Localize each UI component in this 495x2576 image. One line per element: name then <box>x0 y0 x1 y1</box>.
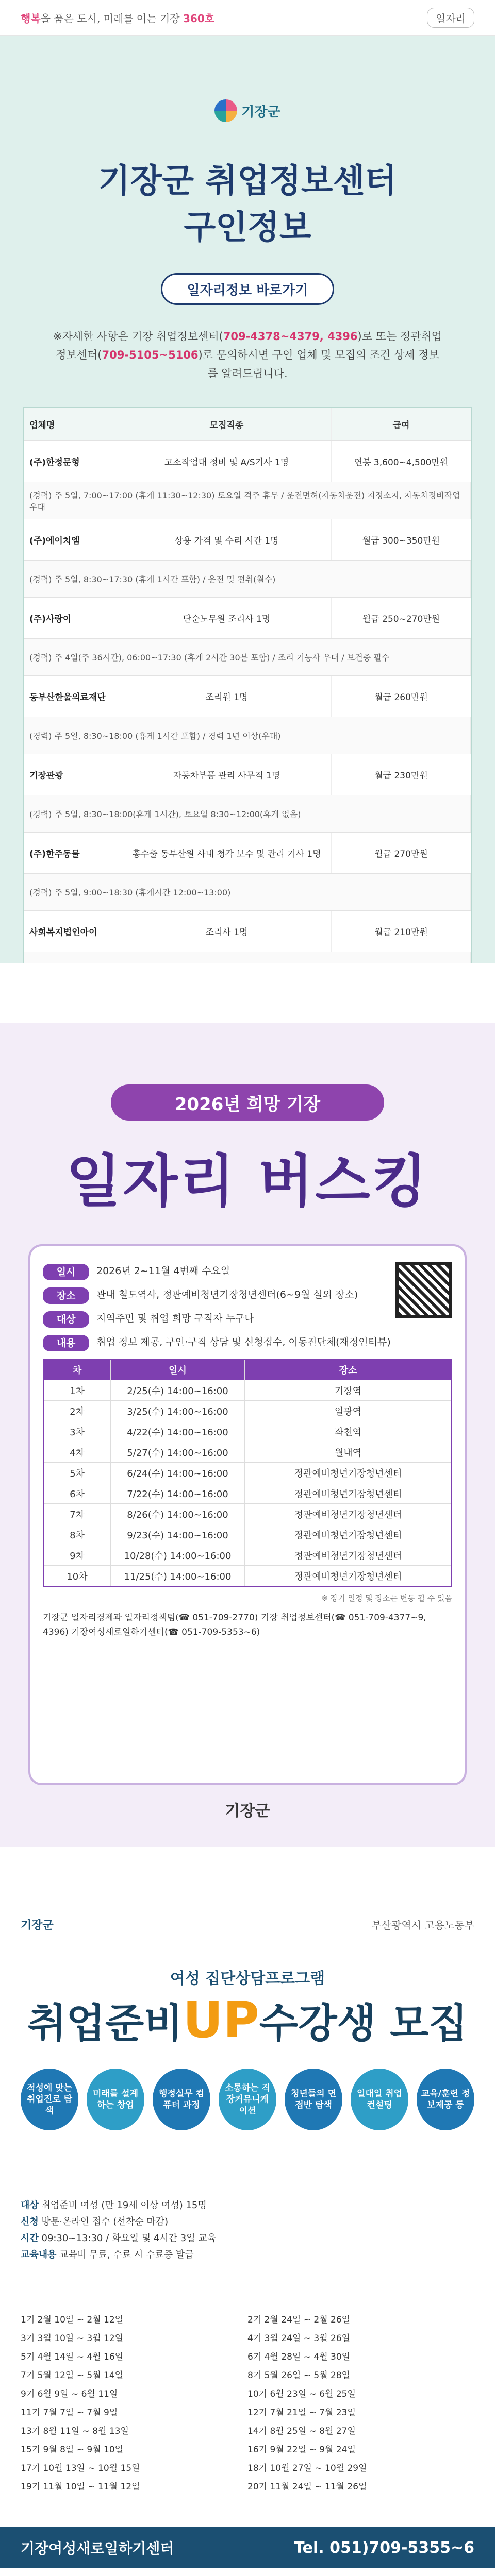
prep-session: 5기 4월 14일 ~ 4월 16일 <box>21 2352 124 2362</box>
job-detail: (경력) 주 5일, 8:30~17:30 (휴게 1시간 포함) / 운전 및 편취(월수) <box>24 561 471 597</box>
prep-session: 4기 3월 24일 ~ 3월 26일 <box>248 2333 351 2344</box>
job-info-section <box>0 36 495 963</box>
prep-footer: 기장여성새로일하기센터 Tel. 051)709-5355~6 <box>0 2527 495 2568</box>
busking-schedule-table <box>43 1359 452 1587</box>
busking-info-label: 장소 <box>43 1287 89 1304</box>
prep-schedule-row <box>21 2366 474 2385</box>
job-info-link-button[interactable]: 일자리정보 바로가기 <box>161 273 334 305</box>
job-center-note: ※자세한 사항은 기장 취업정보센터(709-4378~4379, 4396)로 또는 정관취업정보센터(709-5105~5106)로 문의하시면 구인 업체 및 모집의 조건 상세 정보를 알려드립니다. <box>53 330 442 380</box>
job-detail: (경력) 주 5일, 8:30~18:00(휴게 1시간), 토요일 8:30~12:00(휴게 없음) <box>24 795 471 832</box>
prep-info-key: 시간 <box>21 2233 39 2244</box>
busking-info-value: 지역주민 및 취업 희망 구직자 누구나 <box>96 1313 254 1324</box>
busking-schedule-row <box>44 1463 451 1483</box>
prep-title: 취업준비UP수강생 모집 <box>27 1991 468 2049</box>
prep-info-value: 취업준비 여성 (만 19세 이상 여성) 15명 <box>41 2200 207 2211</box>
busking-round: 2차 <box>44 1401 111 1421</box>
prep-schedule-row <box>21 2311 474 2329</box>
busking-datetime: 11/25(수) 14:00~16:00 <box>111 1566 245 1586</box>
busking-datetime: 8/26(수) 14:00~16:00 <box>111 1504 245 1524</box>
job-detail-row <box>24 874 471 911</box>
busking-contact: 기장군 일자리경제과 일자리정책팀(☎ 051-709-2770) 기장 취업정보센터(☎ 051-709-4377~9, 4396) 기장여성새로일하기센터(☎ 051-709-5353~6) <box>43 1613 426 1637</box>
prep-info-key: 신청 <box>21 2216 39 2227</box>
busking-panel <box>28 1244 467 1785</box>
busking-info-row <box>43 1335 452 1351</box>
prep-schedule-row <box>21 2478 474 2496</box>
prep-info-row <box>21 2230 474 2247</box>
program-circle: 적성에 맞는 취업진로 탐색 <box>21 2069 78 2130</box>
busking-round: 1차 <box>44 1380 111 1400</box>
busking-datetime: 10/28(수) 14:00~16:00 <box>111 1545 245 1565</box>
busking-round: 3차 <box>44 1421 111 1442</box>
busking-place: 정관예비청년기장청년센터 <box>294 1550 402 1562</box>
busking-round: 5차 <box>44 1463 111 1483</box>
busking-info-label: 일시 <box>43 1264 89 1280</box>
busking-info-label: 대상 <box>43 1311 89 1328</box>
job-row <box>24 833 471 874</box>
busking-info-row <box>43 1311 452 1328</box>
busking-schedule-row <box>44 1401 451 1421</box>
prep-session: 18기 10월 27일 ~ 10월 29일 <box>248 2463 367 2473</box>
busking-datetime: 3/25(수) 14:00~16:00 <box>111 1401 245 1421</box>
job-detail <box>24 952 471 963</box>
prep-info-key: 교육내용 <box>21 2249 57 2260</box>
busking-place: 정관예비청년기장청년센터 <box>294 1468 402 1479</box>
job-salary: 월급 260만원 <box>374 692 428 703</box>
busking-ribbon: 2026년 희망 기장 <box>111 1084 384 1121</box>
prep-schedule <box>21 2311 474 2496</box>
busking-info-label: 내용 <box>43 1335 89 1351</box>
prep-class-section <box>0 1888 495 2576</box>
prep-session: 1기 2월 10일 ~ 2월 12일 <box>21 2315 124 2325</box>
job-detail-row <box>24 717 471 754</box>
busking-place: 기장역 <box>334 1385 362 1397</box>
prep-info-row <box>21 2247 474 2263</box>
busking-place: 정관예비청년기장청년센터 <box>294 1571 402 1582</box>
job-salary: 연봉 3,600~4,500만원 <box>354 457 449 468</box>
busking-datetime: 6/24(수) 14:00~16:00 <box>111 1463 245 1483</box>
prep-session: 8기 5월 26일 ~ 5월 28일 <box>248 2370 351 2381</box>
program-circle: 청년들의 면접반 탐색 <box>285 2069 342 2130</box>
prep-schedule-row <box>21 2385 474 2403</box>
busking-round: 7차 <box>44 1504 111 1524</box>
prep-info-value: 교육비 무료, 수료 시 수료증 발급 <box>59 2249 194 2260</box>
busking-round: 6차 <box>44 1483 111 1503</box>
job-company: 동부산한울의료재단 <box>24 676 122 717</box>
busking-info-value: 취업 정보 제공, 구인·구직 상담 및 신청접수, 이동진단체(재정인터뷰) <box>96 1336 391 1348</box>
program-circle: 미래를 설계하는 창업 <box>87 2069 144 2130</box>
prep-session: 10기 6월 23일 ~ 6월 25일 <box>248 2389 356 2399</box>
prep-session: 13기 8월 11일 ~ 8월 13일 <box>21 2426 129 2436</box>
job-busking-section <box>0 1023 495 1847</box>
prep-session: 19기 11월 10일 ~ 11월 12일 <box>21 2482 140 2492</box>
busking-round: 9차 <box>44 1545 111 1565</box>
gijang-logo-icon <box>214 99 237 122</box>
job-detail: (경력) 주 4일(주 36시간), 06:00~17:30 (휴게 2시간 30분 포함) / 조리 기능사 우대 / 보건증 필수 <box>24 639 471 675</box>
job-position: 고소작업대 정비 및 A/S기사 1명 <box>122 441 332 482</box>
top-bar <box>0 0 495 36</box>
job-offer-title: 구인정보 <box>184 209 311 247</box>
gijang-logo: 기장군 <box>193 93 302 129</box>
prep-info-value: 09:30~13:30 / 화요일 및 4시간 3일 교육 <box>41 2233 217 2244</box>
prep-session: 11기 7월 7일 ~ 7월 9일 <box>21 2408 118 2418</box>
prep-schedule-row <box>21 2348 474 2366</box>
job-row <box>24 598 471 639</box>
prep-session: 3기 3월 10일 ~ 3월 12일 <box>21 2333 124 2344</box>
job-row <box>24 754 471 795</box>
prep-schedule-row <box>21 2441 474 2459</box>
busking-place: 정관예비청년기장청년센터 <box>294 1509 402 1520</box>
prep-info-key: 대상 <box>21 2200 39 2211</box>
job-detail-row <box>24 952 471 963</box>
job-row <box>24 676 471 717</box>
busking-schedule-header: 차 일시 장소 <box>44 1360 451 1380</box>
job-detail-row <box>24 795 471 833</box>
busking-datetime: 5/27(수) 14:00~16:00 <box>111 1442 245 1462</box>
prep-session: 15기 9월 8일 ~ 9월 10일 <box>21 2445 124 2455</box>
busking-info-row <box>43 1264 452 1280</box>
qr-code-icon[interactable] <box>395 1262 452 1318</box>
job-position: 조리사 1명 <box>122 911 332 952</box>
busking-datetime: 2/25(수) 14:00~16:00 <box>111 1380 245 1400</box>
job-salary: 월급 270만원 <box>374 849 428 859</box>
busking-round: 8차 <box>44 1524 111 1545</box>
busking-place: 좌천역 <box>334 1427 362 1438</box>
program-list <box>21 2069 474 2182</box>
job-company: (주)한주동물 <box>24 833 122 873</box>
busking-schedule-row <box>44 1380 451 1401</box>
prep-schedule-row <box>21 2403 474 2422</box>
prep-session: 2기 2월 24일 ~ 2월 26일 <box>248 2315 351 2325</box>
category-button[interactable]: 일자리 <box>427 8 474 28</box>
busking-datetime: 4/22(수) 14:00~16:00 <box>111 1421 245 1442</box>
busking-round: 4차 <box>44 1442 111 1462</box>
busking-schedule-row <box>44 1566 451 1586</box>
busking-place: 정관예비청년기장청년센터 <box>294 1530 402 1541</box>
prep-info-row <box>21 2197 474 2214</box>
job-company: (주)한정문형 <box>24 441 122 482</box>
prep-schedule-row <box>21 2459 474 2478</box>
job-position: 단순노무원 조리사 1명 <box>122 598 332 638</box>
busking-schedule-row <box>44 1442 451 1463</box>
job-table-header: 업체명 모집직종 급여 <box>24 408 471 441</box>
job-company: 사회복지법인아이 <box>24 911 122 952</box>
job-company: (주)사랑이 <box>24 598 122 638</box>
busking-datetime: 7/22(수) 14:00~16:00 <box>111 1483 245 1503</box>
job-position: 상용 가격 및 수리 시간 1명 <box>122 519 332 560</box>
busking-schedule-row <box>44 1524 451 1545</box>
job-row <box>24 911 471 952</box>
prep-session: 14기 8월 25일 ~ 8월 27일 <box>248 2426 356 2436</box>
busking-info-row <box>43 1287 452 1304</box>
job-salary: 월급 250~270만원 <box>362 614 440 624</box>
busking-place: 정관예비청년기장청년센터 <box>294 1488 402 1500</box>
job-salary: 월급 230만원 <box>374 771 428 781</box>
busking-title: 일자리 버스킹 <box>66 1148 429 1214</box>
program-circle: 행정실무 컴퓨터 과정 <box>153 2069 210 2130</box>
job-salary: 월급 300~350만원 <box>362 536 440 546</box>
prep-session: 16기 9월 22일 ~ 9월 24일 <box>248 2445 356 2455</box>
prep-session: 17기 10월 13일 ~ 10월 15일 <box>21 2463 140 2473</box>
prep-session: 20기 11월 24일 ~ 11월 26일 <box>248 2482 367 2492</box>
prep-info-value: 방문·온라인 접수 (선착순 마감) <box>41 2216 169 2227</box>
job-detail-row <box>24 639 471 676</box>
busking-place: 월내역 <box>334 1447 362 1459</box>
prep-subtitle: 여성 집단상담프로그램 <box>170 1970 325 1988</box>
job-row <box>24 441 471 482</box>
busking-schedule-note: ※ 장기 일정 및 장소는 변동 될 수 있음 <box>321 1594 452 1603</box>
job-detail: (경력) 주 5일, 8:30~18:00 (휴게 1시간 포함) / 경력 1년 이상(우대) <box>24 717 471 754</box>
prep-session: 7기 5월 12일 ~ 5월 14일 <box>21 2370 124 2381</box>
busking-info-value: 2026년 2~11월 4번째 수요일 <box>96 1265 230 1277</box>
busking-schedule-row <box>44 1483 451 1504</box>
busking-datetime: 9/23(수) 14:00~16:00 <box>111 1524 245 1545</box>
job-detail-row <box>24 561 471 598</box>
job-salary: 월급 210만원 <box>374 927 428 938</box>
job-company: 기장관광 <box>24 754 122 795</box>
prep-header: 기장군 부산광역시 고용노동부 <box>21 1919 474 1932</box>
job-row <box>24 519 471 561</box>
prep-schedule-row <box>21 2422 474 2441</box>
job-position: 자동차부품 관리 사무직 1명 <box>122 754 332 795</box>
job-table <box>23 407 472 963</box>
job-detail: (경력) 주 5일, 7:00~17:00 (휴게 11:30~12:30) 토요일 격주 휴무 / 운전면허(자동차운전) 지정소지, 자동차정비작업 우대 <box>24 482 471 519</box>
busking-round: 10차 <box>44 1566 111 1586</box>
busking-schedule-row <box>44 1504 451 1524</box>
busking-info-value: 관내 철도역사, 정관예비청년기장청년센터(6~9월 실외 장소) <box>96 1289 358 1300</box>
prep-session: 6기 4월 28일 ~ 4월 30일 <box>248 2352 351 2362</box>
busking-footer-logo: 기장군 <box>225 1802 270 1820</box>
prep-session: 9기 6월 9일 ~ 6월 11일 <box>21 2389 118 2399</box>
program-circle: 교육/훈련 정보제공 등 <box>417 2069 474 2130</box>
prep-schedule-row <box>21 2329 474 2348</box>
busking-schedule-row <box>44 1421 451 1442</box>
job-detail-row <box>24 482 471 519</box>
job-position: 조리원 1명 <box>122 676 332 717</box>
busking-schedule-row <box>44 1545 451 1566</box>
newsletter-tag: 행복을 품은 도시, 미래를 여는 기장 360호 <box>21 12 215 25</box>
job-company: (주)에이치엠 <box>24 519 122 560</box>
prep-info <box>21 2197 474 2263</box>
busking-place: 일광역 <box>334 1406 362 1417</box>
job-center-title: 기장군 취업정보센터 <box>98 162 397 200</box>
job-position: 홍수출 동부산원 사내 청각 보수 및 관리 기사 1명 <box>122 833 332 873</box>
program-circle: 소통하는 직장커뮤니케이션 <box>219 2069 276 2130</box>
prep-info-row <box>21 2214 474 2230</box>
prep-session: 12기 7월 21일 ~ 7월 23일 <box>248 2408 356 2418</box>
program-circle: 일대일 취업 컨설팅 <box>351 2069 408 2130</box>
job-detail: (경력) 주 5일, 9:00~18:30 (휴게시간 12:00~13:00) <box>24 874 471 910</box>
